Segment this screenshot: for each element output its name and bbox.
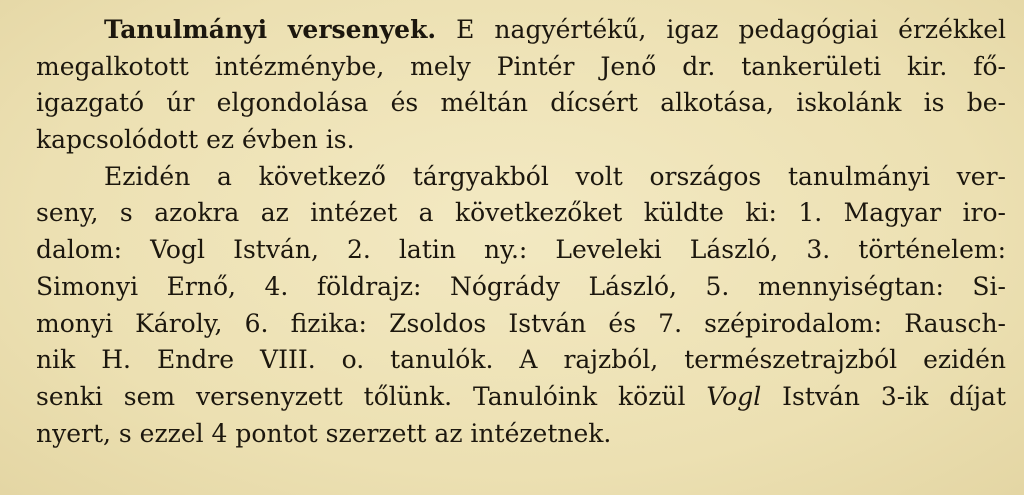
paragraph-1-line-2: megalkotott intézménybe, mely Pintér Jenő dr. tankerületi kir. fő- <box>36 51 1006 81</box>
italic-name: Vogl <box>706 381 762 411</box>
paragraph-2-line-6: nik H. Endre VIII. o. tanulók. A rajzból, természetrajzból ezidén <box>36 345 1006 375</box>
paragraph-2-line-8: nyert, s ezzel 4 pontot szerzett az intézetnek. <box>36 418 612 448</box>
paragraph-2-line-7 <box>36 379 1006 416</box>
paragraph-2-line-3: dalom: Vogl István, 2. latin ny.: Leveleki László, 3. történelem: <box>36 235 1006 265</box>
paragraph-2-line-5: monyi Károly, 6. fizika: Zsoldos István és 7. szépirodalom: Rausch- <box>36 308 1006 338</box>
paragraph-1-line-1 <box>36 12 1006 49</box>
paragraph-1-line-3: igazgató úr elgondolása és méltán dícsért alkotása, iskolánk is be- <box>36 88 1006 118</box>
paragraph-1-line-1-text: E nagyértékű, igaz pedagógiai érzékkel <box>456 15 1006 44</box>
section-heading: Tanulmányi versenyek. <box>104 15 437 44</box>
paragraph-2-line-1: Ezidén a következő tárgyakból volt országos tanulmányi ver- <box>104 161 1006 191</box>
document-text <box>36 12 1006 452</box>
paragraph-1-line-4: kapcsolódott ez évben is. <box>36 125 355 155</box>
paragraph-2-line-7-end: István 3-ik díjat <box>782 381 1006 411</box>
paragraph-2-line-2: seny, s azokra az intézet a következőket küldte ki: 1. Magyar iro- <box>36 198 1006 228</box>
paragraph-2-line-4: Simonyi Ernő, 4. földrajz: Nógrády László, 5. mennyiségtan: Si- <box>36 271 1006 301</box>
paragraph-2-line-7-text: senki sem versenyzett tőlünk. Tanulóink közül <box>36 381 686 411</box>
